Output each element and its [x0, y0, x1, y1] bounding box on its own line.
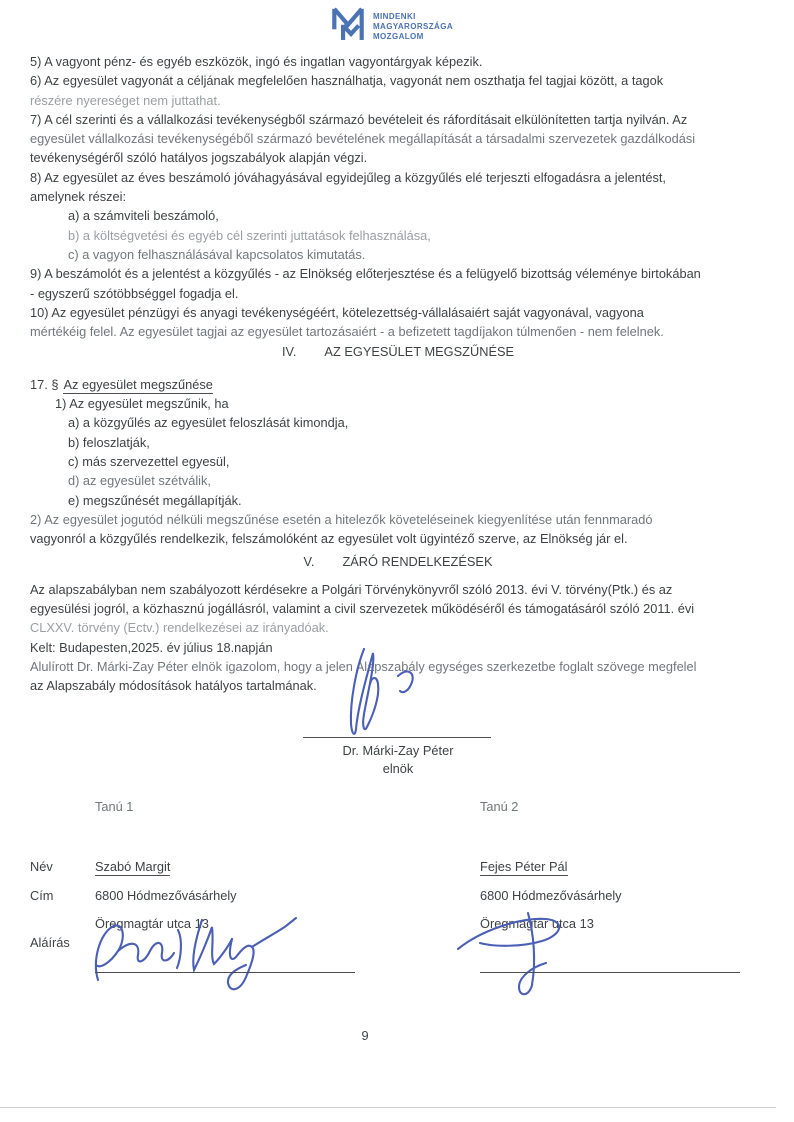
president-signature-rule [303, 737, 491, 738]
body-line: - egyszerű szótöbbséggel fogadja el. [30, 285, 239, 301]
logo-wordmark [373, 3, 453, 42]
section-17-number: 17. § [30, 376, 59, 392]
body-line: amelynek részei: [30, 189, 127, 205]
logo-line: MAGYARORSZÁGA [372, 22, 454, 31]
body-paragraphs [30, 52, 766, 341]
body-line: részére nyereséget nem juttathat. [30, 92, 221, 108]
witness2-street: Öregmagtár utca 13 [480, 916, 594, 931]
body-line: egyesület vállalkozási tevékenységéből származó bevételének megállapítását a társadalmi szervezetek gazdálkodási [30, 131, 696, 147]
section-17 [30, 375, 766, 549]
section-17-heading [30, 375, 766, 394]
logo-line: MOZGALOM [372, 32, 424, 41]
list-item-line: c) a vagyon felhasználásával kapcsolatos kimutatás. [68, 246, 366, 262]
list-item-line: b) feloszlatják, [68, 434, 150, 450]
witness1-signature-rule [95, 972, 355, 973]
list-item-line: b) a költségvetési és egyéb cél szerinti juttatások felhasználása, [68, 227, 431, 243]
list-item-line: d) az egyesület szétválik, [68, 473, 211, 489]
witness2-name: Fejes Péter Pál [480, 859, 568, 874]
list-item-line: 1) Az egyesület megszűnik, ha [55, 396, 229, 412]
president-declaration-line: Alulírott Dr. Márki-Zay Péter elnök igazolom, hogy a jelen Alapszabály egységes szerkezetbe foglalt szövege megfelel [30, 658, 697, 674]
section-number: IV. [281, 344, 297, 360]
scan-edge-line [0, 1107, 776, 1108]
closing-line: CLXXV. törvény (Ectv.) rendelkezései az irányadóak. [30, 620, 329, 636]
section-title: AZ EGYESÜLET MEGSZŰNÉSE [324, 344, 515, 360]
body-line: vagyonról a közgyűlés rendelkezik, felszámolóként az egyesület volt ügyintéző szerve, az Elnökség jár el. [30, 531, 628, 547]
logo-line: MINDENKI [372, 12, 416, 21]
address-label: Cím [30, 888, 54, 903]
witness2-header: Tanú 2 [480, 799, 519, 814]
page-number: 9 [361, 1028, 369, 1043]
list-item-line: c) más szervezettel egyesül, [68, 453, 230, 469]
president-declaration-line: az Alapszabály módosítások hatályos tartalmának. [30, 678, 317, 694]
name-label: Név [30, 859, 53, 874]
body-line: mértékéig felel. Az egyesület tagjai az egyesület tartozásaiért - a befizetett tagdíjakon túlmenően - nem felelnek. [30, 324, 664, 340]
witness2-address: 6800 Hódmezővásárhely [480, 888, 622, 903]
body-line: 8) Az egyesület az éves beszámoló jóváhagyásával egyidejűleg a közgyűlés elé terjeszti elfogadásra a jelentést, [30, 169, 666, 185]
body-line: 10) Az egyesület pénzügyi és anyagi tevékenységéért, kötelezettség-vállalásaiért saját vagyonával, vagyona [30, 304, 644, 320]
section-number: V. [303, 554, 315, 570]
president-title: elnök [382, 761, 414, 776]
mm-logo-icon [329, 3, 367, 45]
body-line: 6) Az egyesület vagyonát a céljának megfelelően használhatja, vagyonát nem oszthatja fel tagjai között, a tagok [30, 73, 664, 89]
section-heading-iv [30, 342, 766, 361]
closing-line: egyesülési jogról, a közhasznú jogállásról, valamint a civil szervezetek működéséről és támogatásáról szóló 2011. évi [30, 601, 695, 617]
mm-logo [0, 0, 788, 52]
section-heading-v [30, 552, 766, 571]
witness1-address: 6800 Hódmezővásárhely [95, 888, 237, 903]
signature-label: Aláírás [30, 935, 70, 950]
closing-line: Az alapszabályban nem szabályozott kérdésekre a Polgári Törvénykönyvről szóló 2013. évi V. törvény(Ptk.) és az [30, 581, 673, 597]
witness2-signature-rule [480, 972, 740, 973]
witness1-header: Tanú 1 [95, 799, 134, 814]
witness2-signature-image [448, 893, 608, 1005]
body-line: tevékenységéről szóló hatályos jogszabályok alapján végzi. [30, 150, 368, 166]
president-name: Dr. Márki-Zay Péter [342, 743, 454, 758]
list-item-line: a) a számviteli beszámoló, [68, 208, 219, 224]
body-line: 2) Az egyesület jogutód nélküli megszűnése esetén a hitelezők követeléseinek kiegyenlítése után fennmaradó [30, 511, 653, 527]
witness1-name: Szabó Margit [95, 859, 171, 874]
body-line: 7) A cél szerinti és a vállalkozási tevékenységből származó bevételeit és ráfordításait elkülönítetten tartja nyilván. Az [30, 111, 688, 127]
witness1-street: Öregmagtár utca 13 [95, 916, 209, 931]
section-17-title: Az egyesület megszűnése [63, 376, 213, 392]
list-item-line: e) megszűnését megállapítják. [68, 492, 242, 508]
president-signature-image [320, 646, 435, 746]
witness1-signature-image [80, 898, 360, 998]
section-title: ZÁRÓ RENDELKEZÉSEK [342, 554, 493, 570]
body-line: 9) A beszámolót és a jelentést a közgyűlés - az Elnökség előterjesztése és a felügyelő bizottság véleménye birtokában [30, 266, 701, 282]
body-line: 5) A vagyont pénz- és egyéb eszközök, ingó és ingatlan vagyontárgyak képezik. [30, 54, 483, 69]
date-line: Kelt: Budapesten,2025. év július 18.napján [30, 639, 273, 655]
list-item-line: a) a közgyűlés az egyesület feloszlását kimondja, [68, 415, 349, 431]
